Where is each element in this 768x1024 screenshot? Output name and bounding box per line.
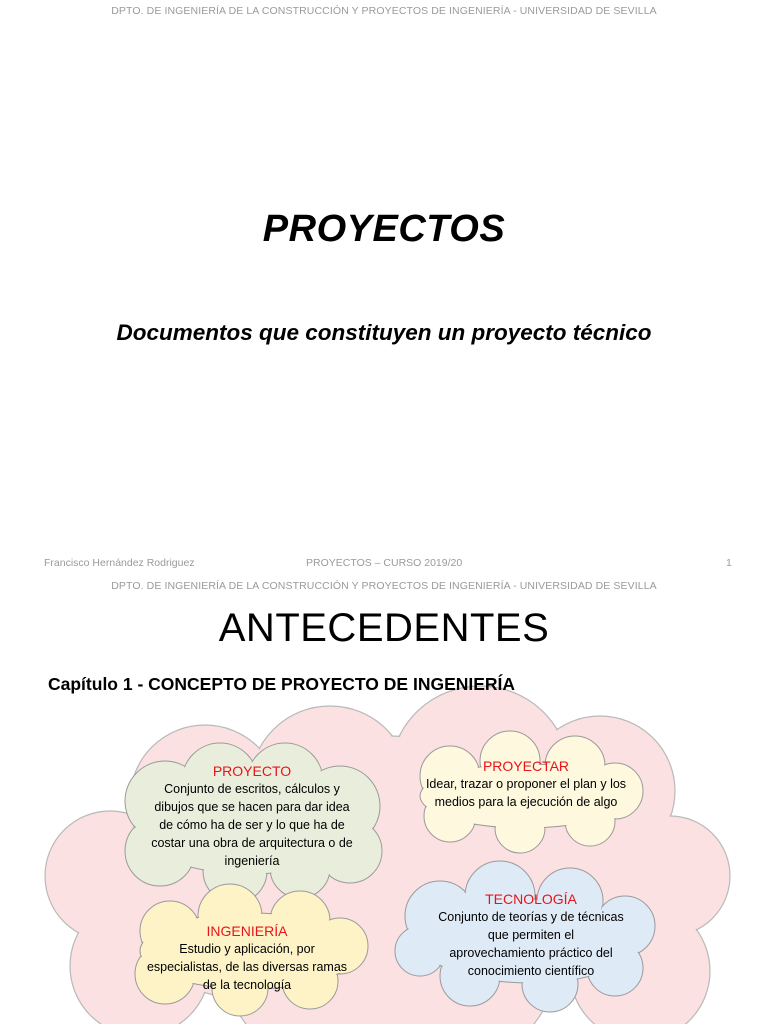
department-header: DPTO. DE INGENIERÍA DE LA CONSTRUCCIÓN Y PROYECTOS DE INGENIERÍA - UNIVERSIDAD DE SEVILLA	[111, 580, 657, 592]
footer-page-number: 1	[726, 557, 732, 569]
tecnologia-line: Conjunto de teorías y de técnicas	[438, 910, 624, 924]
ingenieria-heading: INGENIERÍA	[206, 923, 288, 939]
proyecto-line: ingeniería	[224, 854, 280, 868]
tecnologia-line: aprovechamiento práctico del	[449, 946, 613, 960]
tecnologia-line: conocimiento científico	[467, 964, 595, 978]
tecnologia-heading: TECNOLOGÍA	[485, 891, 577, 907]
proyectar-heading: PROYECTAR	[482, 758, 570, 774]
proyecto-line: de cómo ha de ser y lo que ha de	[159, 818, 345, 832]
slide-title: PROYECTOS	[262, 208, 506, 250]
department-header: DPTO. DE INGENIERÍA DE LA CONSTRUCCIÓN Y PROYECTOS DE INGENIERÍA - UNIVERSIDAD DE SEVILLA	[111, 5, 657, 17]
footer-author: Francisco Hernández Rodriguez	[44, 557, 195, 569]
footer-course: PROYECTOS – CURSO 2019/20	[306, 557, 463, 569]
tecnologia-line: que permiten el	[487, 928, 575, 942]
chapter-heading: Capítulo 1 - CONCEPTO DE PROYECTO DE INGENIERÍA	[48, 674, 516, 694]
ingenieria-line: Estudio y aplicación, por	[179, 942, 315, 956]
section-title: ANTECEDENTES	[218, 606, 550, 650]
ingenieria-text	[116, 922, 378, 994]
proyectar-line: Idear, trazar o proponer el plan y los	[425, 777, 627, 791]
slide-subtitle: Documentos que constituyen un proyecto técnico	[116, 320, 652, 345]
ingenieria-line: de la tecnología	[202, 978, 292, 992]
tecnologia-text	[400, 890, 662, 980]
proyecto-line: dibujos que se hacen para dar idea	[154, 800, 350, 814]
proyecto-line: costar una obra de arquitectura o de	[151, 836, 353, 850]
proyectar-text	[395, 757, 657, 811]
ingenieria-line: especialistas, de las diversas ramas	[146, 960, 348, 974]
proyecto-text	[114, 762, 390, 870]
proyecto-heading: PROYECTO	[212, 763, 292, 779]
proyecto-line: Conjunto de escritos, cálculos y	[164, 782, 340, 796]
proyectar-line: medios para la ejecución de algo	[434, 795, 618, 809]
slide-2	[0, 576, 768, 1024]
